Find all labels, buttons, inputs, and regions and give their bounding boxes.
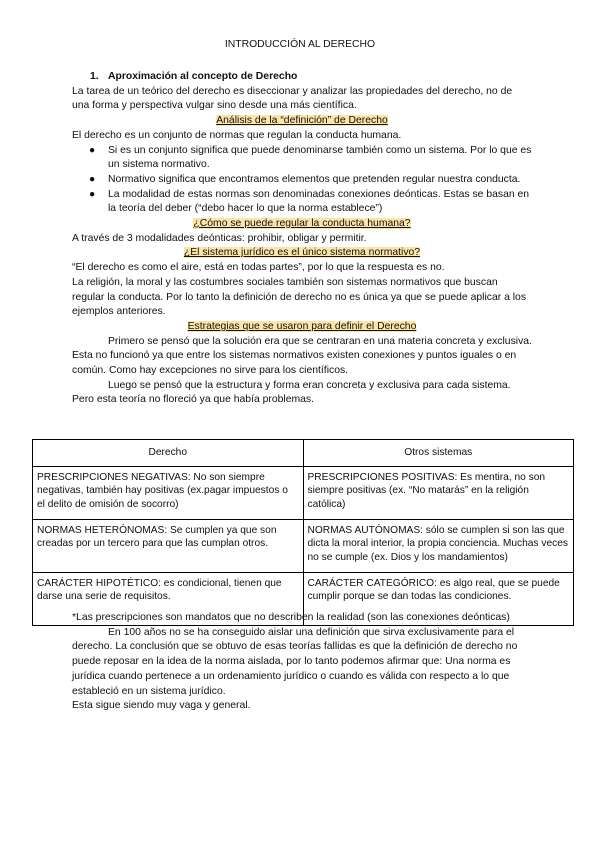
footnote: *Las prescripciones son mandatos que no describen la realidad (son las conexiones deónticas)	[72, 612, 510, 623]
bullet-icon: ●	[89, 188, 96, 200]
closing-paragraph: En 100 años no se ha conseguido aislar una definición que sirva exclusivamente para el derecho. La conclusión que se obtuvo de esas teorías fallidas es que la definición de derecho no puede reposar en la idea de la norma aislada, por lo tanto podemos afirmar que: Una norma es jurídica cuando pertenece a un ordenamiento jurídico o cuando es válida con respecto a lo que estableció en un sistema jurídico.	[72, 626, 518, 697]
bullet-icon: ●	[89, 173, 96, 185]
section-number: 1.	[90, 71, 99, 82]
sistema-paragraph-1: “El derecho es como el aire, está en todas partes”, por lo que la respuesta es no.	[72, 262, 445, 274]
document-body	[72, 70, 532, 408]
estrategias-paragraph-1: Primero se pensó que la solución era que se centraran en una materia concreta y exclusiva. Esta no funcionó ya que entre los sistemas normativos existen conexiones y puntos iguales o en común. Como hay excepciones no sirve para los científicos.	[72, 335, 532, 377]
list-item: ● La modalidad de estas normas son denominadas conexiones deónticas. Estas se basan en la teoría del deber (“debo hacer lo que la norma establece”)	[89, 188, 530, 215]
closing-section	[72, 611, 532, 714]
table-cell: PRESCRIPCIONES POSITIVAS: Es mentira, no son siempre positivas (ex. “No matarás” en la religión católica)	[303, 466, 574, 519]
table-cell: PRESCRIPCIONES NEGATIVAS: No son siempre negativas, también hay positivas (ex.pagar impuestos o el delito de omisión de socorro)	[33, 466, 304, 519]
estrategias-paragraph-2: Luego se pensó que la estructura y forma eran concreta y exclusiva para cada sistema. Pero esta teoría no floreció ya que había problemas.	[72, 379, 511, 406]
comparison-table	[32, 439, 574, 626]
section-intro: La tarea de un teórico del derecho es diseccionar y analizar las propiedades del derecho, no de una forma y perspectiva vulgar sino desde una más científica.	[72, 85, 513, 112]
section-heading	[90, 70, 532, 85]
list-item: ● Si es un conjunto significa que puede denominarse también como un sistema. Por lo que es un sistema normativo.	[89, 144, 532, 171]
analisis-text: El derecho es un conjunto de normas que regulan la conducta humana.	[72, 129, 402, 141]
table-cell: CARÁCTER HIPOTÉTICO: es condicional, tienen que darse una serie de requisitos.	[33, 572, 304, 625]
closing-remark: Esta sigue siendo muy vaga y general.	[72, 700, 251, 712]
list-item: ● Normativo significa que encontramos elementos que pretenden regular nuestra conducta.	[72, 173, 532, 188]
section-heading-text: Aproximación al concepto de Derecho	[108, 71, 298, 82]
table-row	[33, 466, 574, 519]
subheading-sistema: ¿El sistema jurídico es el único sistema normativo?	[183, 247, 421, 259]
table-cell: CARÁCTER CATEGÓRICO: es algo real, que se puede cumplir porque se dan todas las condiciones.	[303, 572, 574, 625]
bullet-icon: ●	[89, 144, 96, 156]
regular-text: A través de 3 modalidades deónticas: prohibir, obligar y permitir.	[72, 232, 367, 244]
table-cell: NORMAS HETERÓNOMAS: Se cumplen ya que son creadas por un tercero para que las cumplan otros.	[33, 519, 304, 572]
document-title: INTRODUCCIÓN AL DERECHO	[224, 39, 376, 50]
subheading-estrategias: Estrategias que se usaron para definir el Derecho	[187, 320, 417, 332]
subheading-analisis: Análisis de la “definición” de Derecho	[216, 115, 388, 127]
sistema-paragraph-2: La religión, la moral y las costumbres sociales también son sistemas normativos que buscan regular la conducta. Por lo tanto la definición de derecho no es única ya que se puede aplicar a los ejemplos anteriores.	[72, 276, 527, 318]
table-cell: NORMAS AUTÓNOMAS: sólo se cumplen si son las que dicta la moral interior, la propia conciencia. Muchas veces no se cumple (ex. Dios y los mandamientos)	[303, 519, 574, 572]
analisis-bullet-list	[72, 144, 532, 218]
table-row	[33, 519, 574, 572]
table-header-derecho: Derecho	[33, 440, 304, 467]
subheading-regular: ¿Cómo se puede regular la conducta humana?	[193, 218, 411, 230]
table-header-otros: Otros sistemas	[303, 440, 574, 467]
